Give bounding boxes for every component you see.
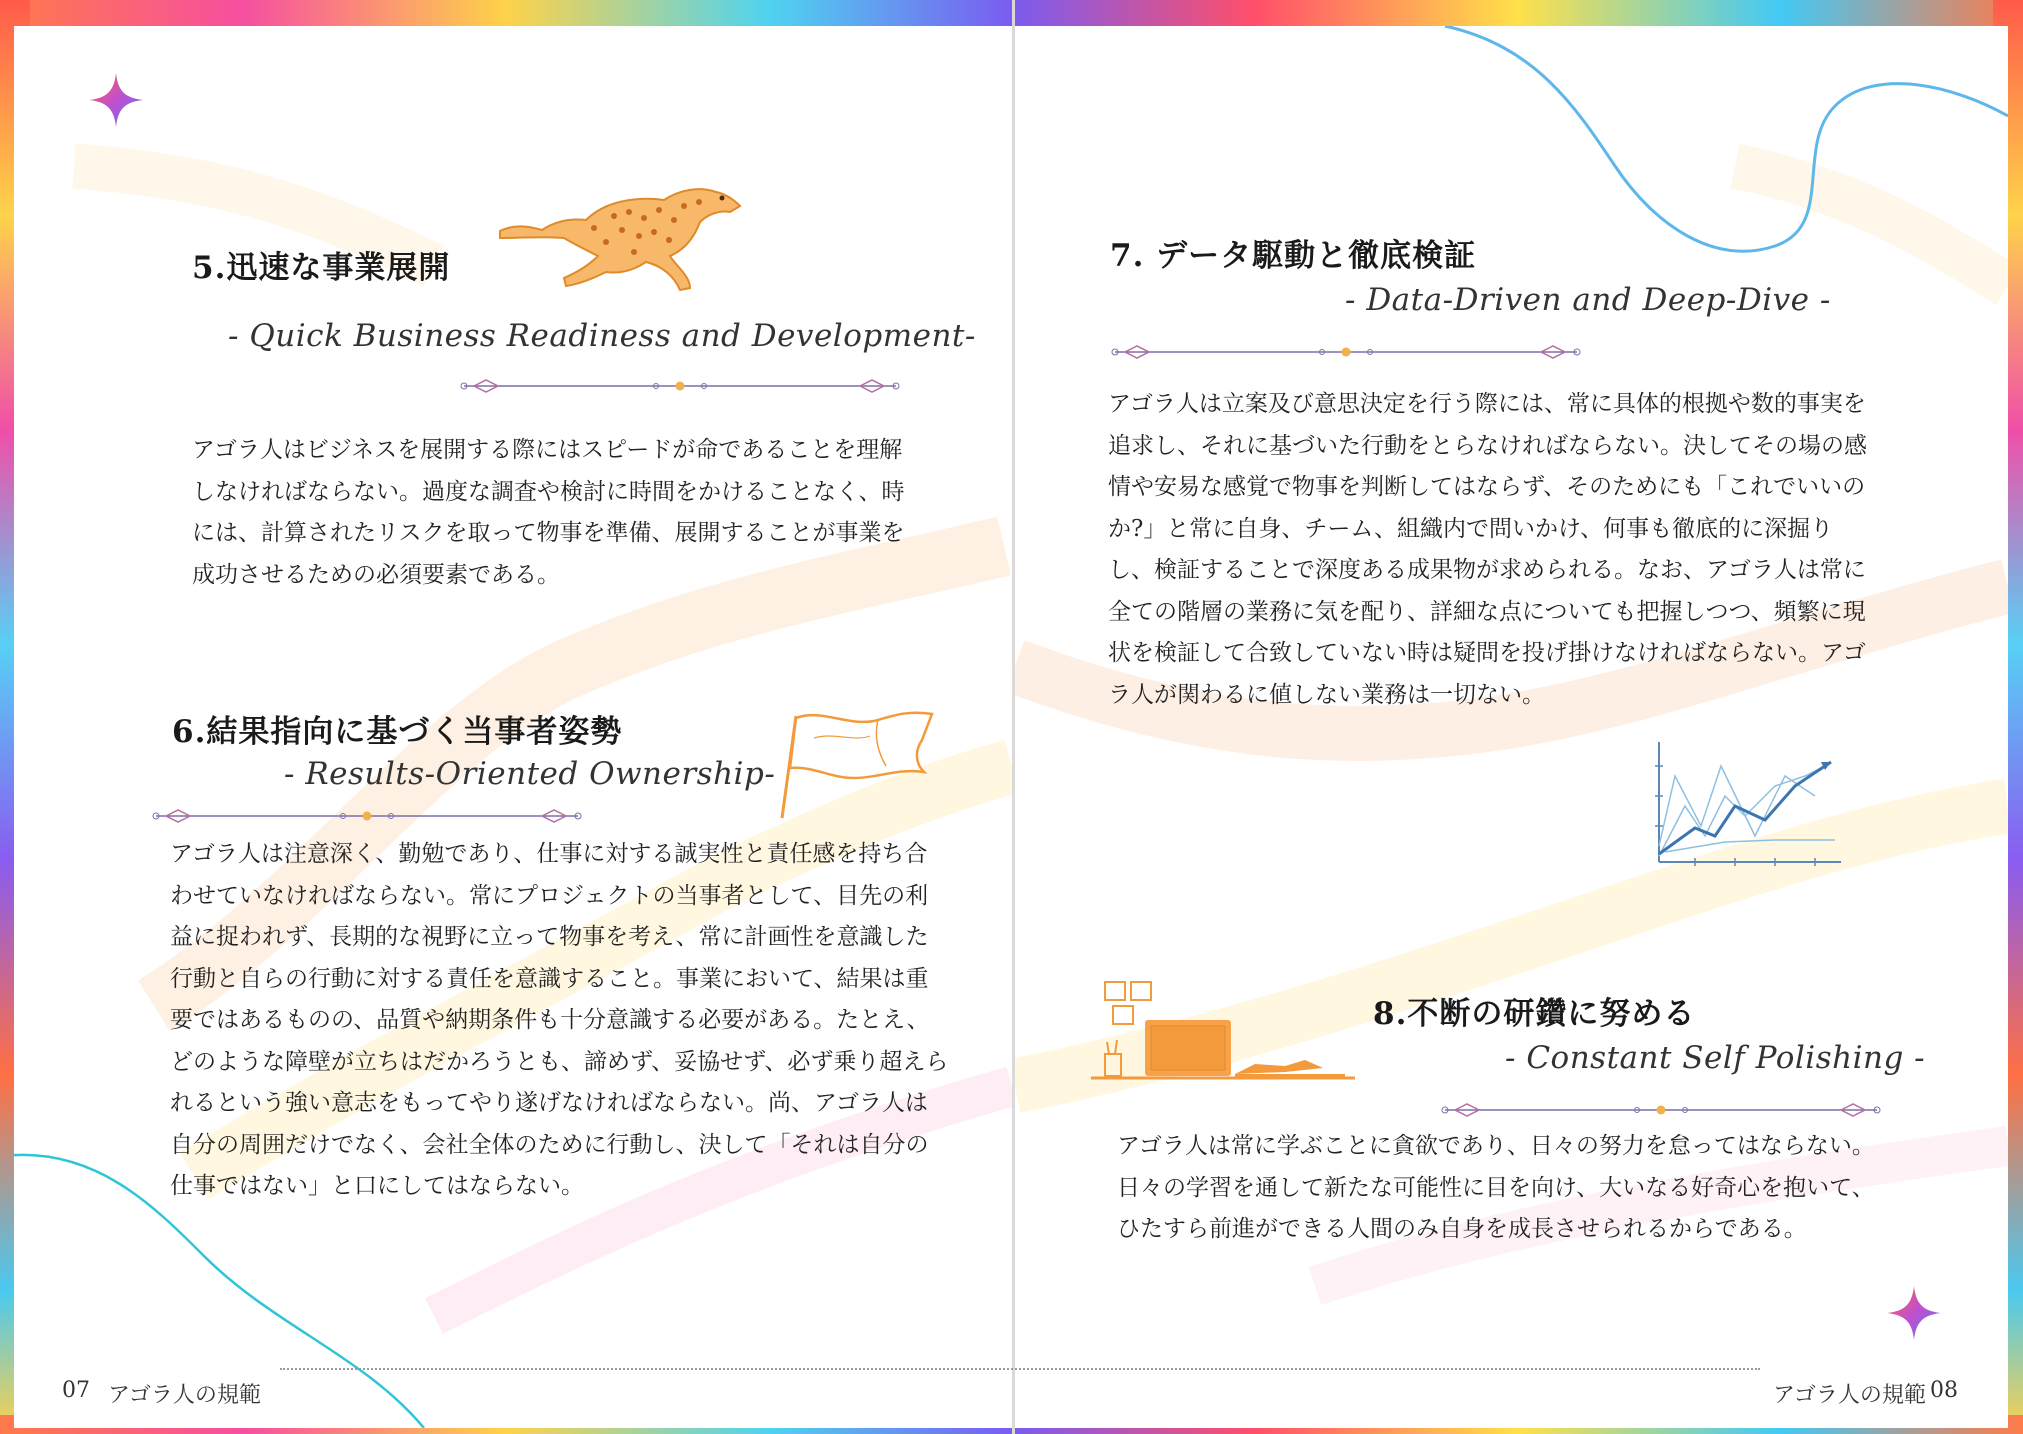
- section-6-title: 6.結果指向に基づく当事者姿勢: [172, 714, 623, 750]
- sparkle-star-icon: [87, 71, 145, 129]
- right-page: [1015, 26, 2008, 1428]
- ornamental-divider: [152, 806, 582, 826]
- sparkle-star-icon: [1885, 1284, 1943, 1342]
- section-5-body: アゴラ人はビジネスを展開する際にはスピードが命であることを理解しなければならない。過度な調査や検討に時間をかけることなく、時には、計算されたリスクを取って物事を準備、展開することが事業を成功させるための必須要素である。: [192, 437, 905, 588]
- flag-illustration: [774, 706, 944, 821]
- section-8-body: アゴラ人は常に学ぶことに貪欲であり、日々の努力を怠ってはならない。日々の学習を通して新たな可能性に目を向け、大いなる好奇心を抱いて、ひたすら前進ができる人間のみ自身を成長させられるからである。: [1117, 1133, 1875, 1242]
- section-8-title: 8.不断の研鑽に努める: [1373, 996, 1696, 1032]
- section-8-subtitle: - Constant Self Polishing -: [1505, 1040, 1926, 1076]
- section-5-title: 5.迅速な事業展開: [192, 250, 451, 286]
- ornamental-divider: [460, 376, 900, 396]
- book-spine: [1012, 0, 1015, 1434]
- section-7-subtitle: - Data-Driven and Deep-Dive -: [1345, 282, 1831, 318]
- laptop-desk-illustration: [1085, 976, 1365, 1091]
- page-number-right: 08: [1930, 1378, 1958, 1403]
- cheetah-illustration: [494, 166, 744, 296]
- left-page: [14, 26, 1012, 1428]
- section-7-body: アゴラ人は立案及び意思決定を行う際には、常に具体的根拠や数的事実を追求し、それに基づいた行動をとらなければならない。決してその場の感情や安易な感覚で物事を判断してはならず、そのためにも「これでいいのか?」と常に自身、チーム、組織内で問いかけ、何事も徹底的に深掘りし、検証することで深度ある成果物が求められる。なお、アゴラ人は常に全ての階層の業務に気を配り、詳細な点についても把握しつつ、頻繁に現状を検証して合致していない時は疑問を投げ掛けなければならない。アゴラ人が関わるに値しない業務は一切ない。: [1108, 391, 1867, 708]
- page-number-left: 07: [62, 1378, 90, 1403]
- line-chart-illustration: [1645, 736, 1845, 876]
- footer-title-right: アゴラ人の規範: [1773, 1383, 1926, 1408]
- footer-title-left: アゴラ人の規範: [108, 1383, 261, 1408]
- section-6-subtitle: - Results-Oriented Ownership-: [284, 756, 776, 792]
- ornamental-divider: [1441, 1100, 1881, 1120]
- section-7-title: 7. データ駆動と徹底検証: [1110, 238, 1477, 274]
- section-5-subtitle: - Quick Business Readiness and Development-: [228, 318, 976, 354]
- ornamental-divider: [1111, 342, 1581, 362]
- footer-dotted-rule: [280, 1368, 1760, 1370]
- section-6-body: アゴラ人は注意深く、勤勉であり、仕事に対する誠実性と責任感を持ち合わせていなければならない。常にプロジェクトの当事者として、目先の利益に捉われず、長期的な視野に立って物事を考え、常に計画性を意識した行動と自らの行動に対する責任を意識すること。事業において、結果は重要ではあるものの、品質や納期条件も十分意識する必要がある。たとえ、どのような障壁が立ちはだかろうとも、諦めず、妥協せず、必ず乗り超えられるという強い意志をもってやり遂げなければならない。尚、アゴラ人は自分の周囲だけでなく、会社全体のために行動し、決して「それは自分の仕事ではない」と口にしてはならない。: [170, 841, 949, 1199]
